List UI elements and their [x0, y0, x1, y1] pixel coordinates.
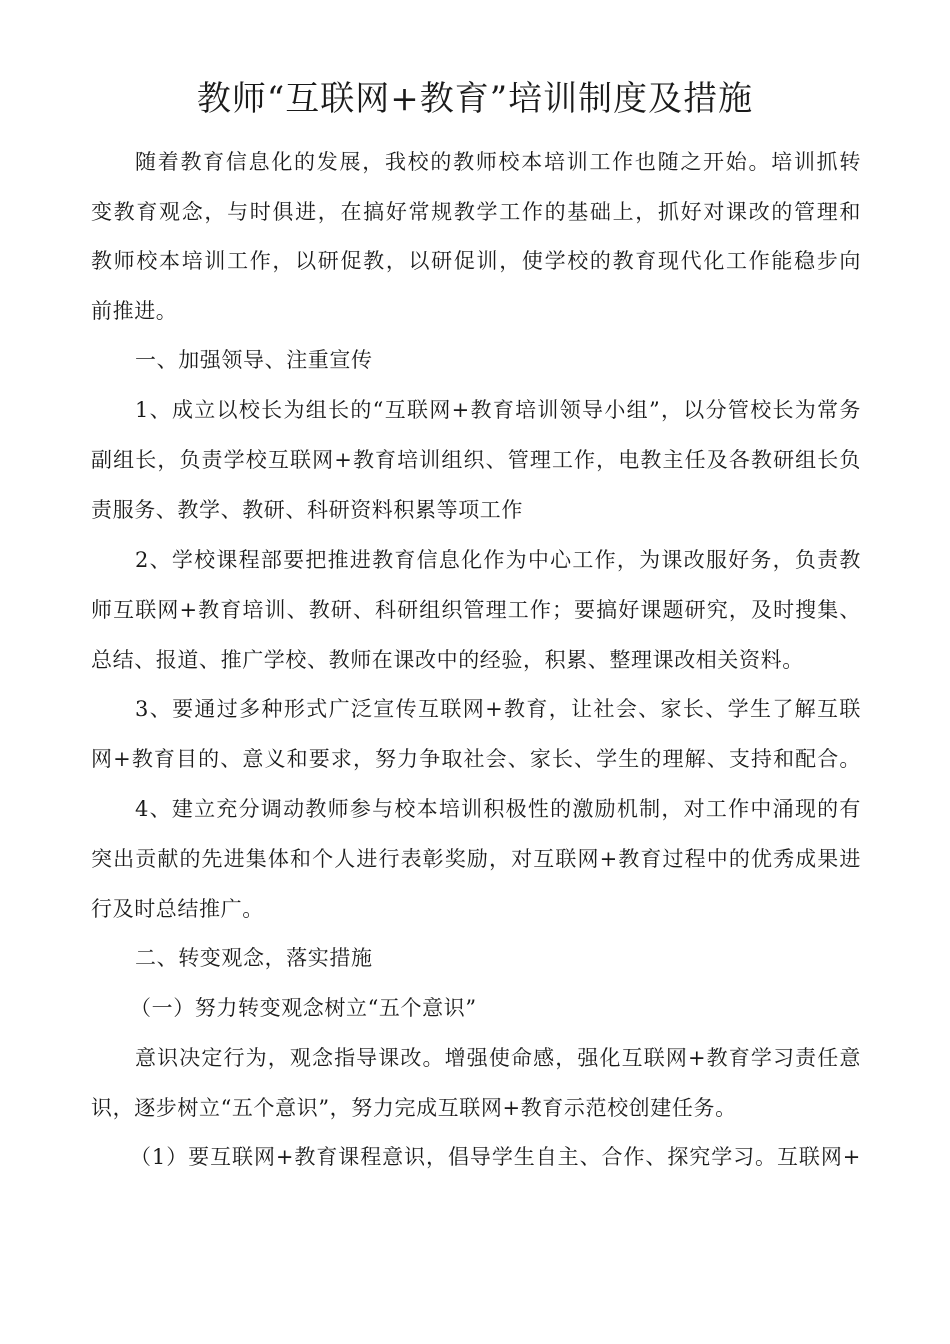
paragraph-line: 副组长，负责学校互联网+教育培训组织、管理工作，电教主任及各教研组长负: [91, 448, 861, 472]
paragraph-line: 师互联网+教育培训、教研、科研组织管理工作；要搞好课题研究，及时搜集、: [91, 598, 861, 622]
section-heading: 二、转变观念，落实措施: [135, 946, 373, 970]
paragraph-line: 意识决定行为，观念指导课改。增强使命感，强化互联网+教育学习责任意: [135, 1046, 861, 1070]
paragraph-line: （1）要互联网+教育课程意识，倡导学生自主、合作、探究学习。互联网+: [130, 1145, 861, 1169]
paragraph-line: 责服务、教学、教研、科研资料积累等项工作: [91, 498, 523, 522]
paragraph-line: 1、成立以校长为组长的“互联网+教育培训领导小组”，以分管校长为常务: [135, 398, 861, 422]
paragraph-line: 总结、报道、推广学校、教师在课改中的经验，积累、整理课改相关资料。: [91, 648, 804, 672]
paragraph-line: 4、建立充分调动教师参与校本培训积极性的激励机制，对工作中涌现的有: [135, 797, 861, 821]
paragraph-line: 前推进。: [91, 299, 178, 323]
paragraph-line: 2、学校课程部要把推进教育信息化作为中心工作，为课改服好务，负责教: [135, 548, 861, 572]
paragraph-line: 随着教育信息化的发展，我校的教师校本培训工作也随之开始。培训抓转: [135, 150, 861, 174]
paragraph-line: 突出贡献的先进集体和个人进行表彰奖励，对互联网+教育过程中的优秀成果进: [91, 847, 861, 871]
paragraph-line: 网+教育目的、意义和要求，努力争取社会、家长、学生的理解、支持和配合。: [91, 747, 861, 771]
document-title: 教师“互联网+教育”培训制度及措施: [196, 79, 754, 119]
paragraph-line: 行及时总结推广。: [91, 897, 264, 921]
section-heading: 一、加强领导、注重宣传: [135, 348, 373, 372]
paragraph-line: 3、要通过多种形式广泛宣传互联网+教育，让社会、家长、学生了解互联: [135, 697, 861, 721]
paragraph-line: 教师校本培训工作，以研促教，以研促训，使学校的教育现代化工作能稳步向: [91, 249, 861, 273]
subsection-heading: （一）努力转变观念树立“五个意识”: [130, 996, 477, 1020]
paragraph-line: 变教育观念，与时俱进，在搞好常规教学工作的基础上，抓好对课改的管理和: [91, 200, 861, 224]
paragraph-line: 识，逐步树立“五个意识”，努力完成互联网+教育示范校创建任务。: [91, 1096, 737, 1120]
